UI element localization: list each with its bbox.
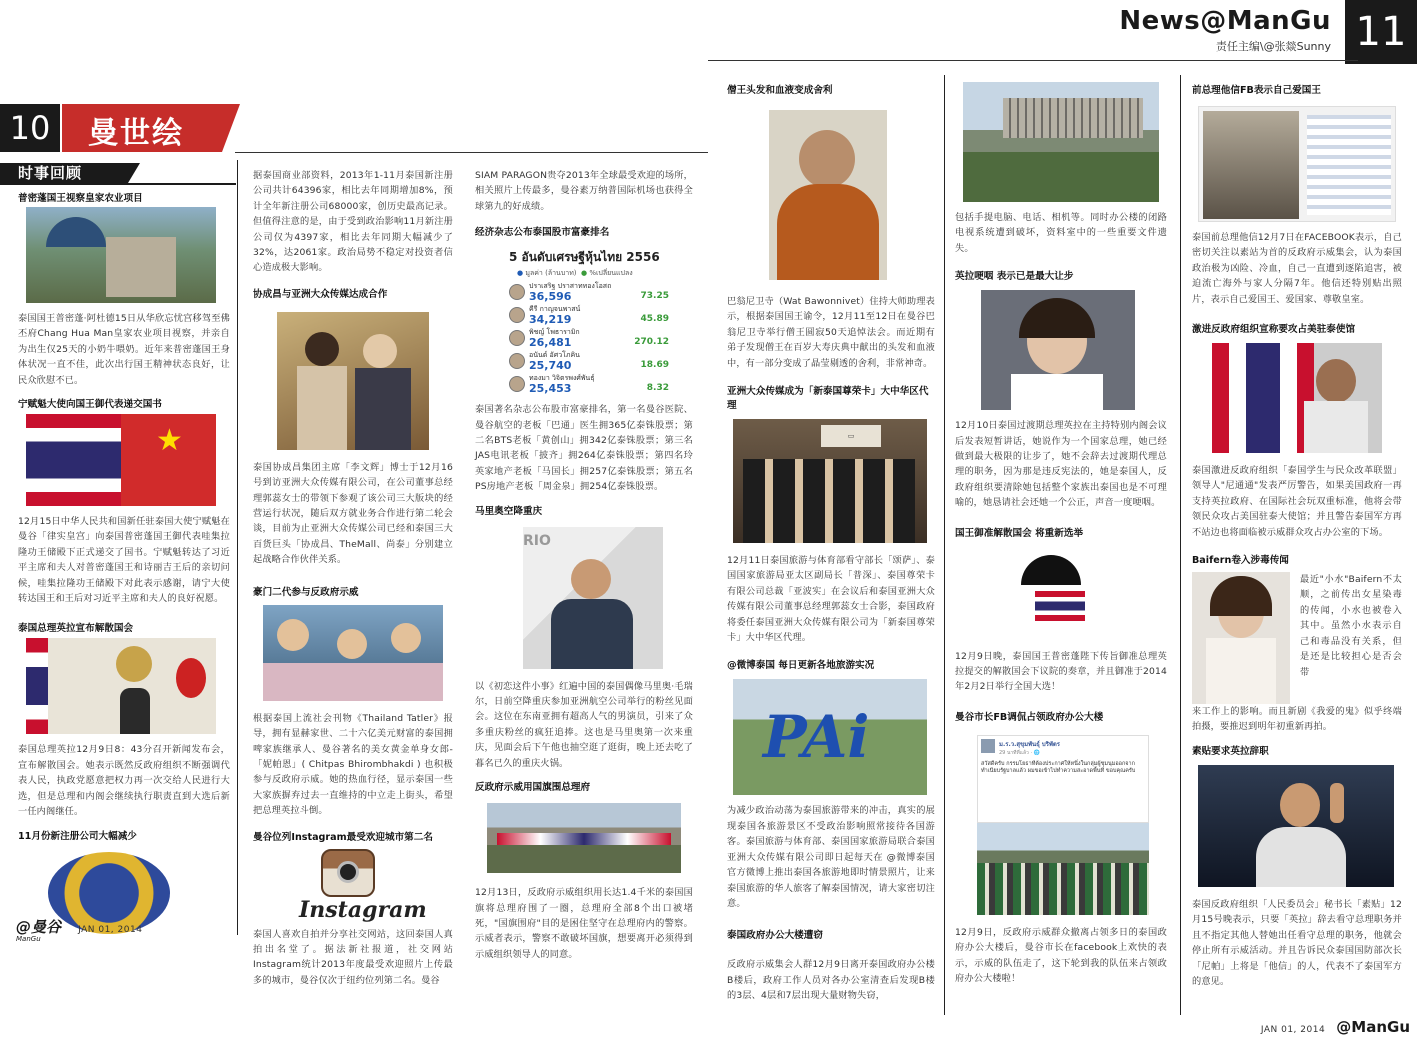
page-number-box (1345, 0, 1417, 64)
stock-rank-name: ทองมา วิจิตรพงศ์พันธุ์ (529, 373, 595, 382)
column-divider (1180, 75, 1181, 1015)
stock-rank-row (509, 282, 669, 302)
article-text: 巴翁尼卫寺（Wat Bawonnivet）住持大师助理表示，根据泰国国王谕令，12月11至12日在曼谷巴翁尼卫寺举行僧王圆寂50天追悼法会。而近期有弟子发现僧王在百岁大寿庆典中献出的头发和血液中，有一部分变成了晶莹剔透的舍利，非常神奇。 (727, 296, 935, 369)
stock-rank-change: 270.12 (634, 337, 669, 348)
footer-date-left: JAN 01, 2014 (78, 925, 143, 935)
article-title: 英拉哽咽 表示已是最大让步 (955, 271, 1074, 283)
article-text: 12月9日，反政府示威群众撤离占领多日的泰国政府办公大楼后，曼谷市长在facebook上欢快的表示，示威的队伍走了，这下轮到我的队伍来占领政府办公大楼啦！ (955, 926, 1167, 985)
column-4 (727, 82, 935, 1004)
fb-post-text: สวัสดีครับ กรรมโยธาทีต้องประกาศให้หนึ่งในกลุ่มผู้ชุมนุมออกจากทำเนียบรัฐบาลแล้ว ผมขอเข้าไปทำความสะอาดพื้นที่ ขอบคุณครับ (981, 760, 1136, 774)
fb-post-time: 29 นาทีที่แล้ว · 🌐 (999, 749, 1040, 756)
article-title: 曼谷市长FB调侃占领政府办公大楼 (955, 711, 1104, 723)
thaksin-fb-photo (1198, 106, 1396, 222)
article-title: 反政府示威用国旗围总理府 (475, 782, 591, 794)
stock-rank-change: 8.32 (646, 383, 669, 394)
stock-ranking-chart (509, 248, 669, 394)
article-text: 泰国总理英拉12月9日8：43分召开新闻发布会，宣布解散国会。她表示既然反政府组织不断强调代表人民，执政党愿意把权力再一次交给人民进行大选，但是总理和内阁会继续执行职责直到大选后新一任内阁继任。 (18, 744, 230, 818)
subsection-rule (0, 183, 236, 185)
editor-credit: 责任主编\@张燚Sunny (1215, 40, 1331, 53)
article-title: 11月份新注册公司大幅减少 (18, 830, 137, 842)
stock-rank-value: 26,481 (529, 335, 572, 349)
partnership-photo (277, 312, 429, 450)
article-text: 12月13日，反政府示威组织用长达1.4千米的泰国国旗将总理府围了一圈，总理府全部8个出口被堵死，"国旗围府"目的是困住坚守在总理府内的警察。示威者表示，警察不敢破坏国旗，想要离开必须得到示威组织领导人的同意。 (475, 887, 693, 960)
chart-rows (509, 282, 669, 394)
vote-illustration (995, 547, 1125, 639)
stock-rank-row (509, 351, 669, 371)
pai-sign-photo: PAi (733, 679, 927, 795)
legend-value: มูลค่า (ล้านบาท) (525, 269, 577, 278)
stock-rank-change: 45.89 (640, 314, 669, 325)
column-3 (475, 168, 693, 962)
king-farm-photo (26, 207, 216, 303)
page-number-11: 11 (1355, 9, 1407, 55)
facebook-post-card (977, 735, 1149, 823)
avatar (509, 376, 525, 392)
subsection-title: 时事回顾 (18, 164, 83, 182)
activist-photo (1212, 343, 1382, 453)
article-title: 豪门二代参与反政府示威 (253, 586, 359, 598)
government-building-photo (963, 82, 1159, 202)
footer-left (16, 916, 236, 943)
article-text: SIAM PARAGON贵夺2013年全球最受欢迎的场所，相关照片上传最多，曼谷素万纳普国际机场也获得全球第九的好成绩。 (475, 170, 693, 212)
article-text: 12月11日泰国旅游与体育部看守部长「颂萨」、泰国国家旅游局亚太区副局长「普深」、泰国尊荣卡有限公司总裁「亚波实」在会议后和泰国亚洲大众传媒有限公司董事总经理郭蕊女士合影，泰国政府将委任泰国亚洲大众传媒有限公司为「新泰国尊荣卡」大中华区代理。 (727, 555, 935, 644)
footer-right (1250, 1017, 1410, 1037)
article-text: 泰国反政府组织「人民委员会」秘书长「素贴」12月15号晚表示，只要「英拉」辞去看守总理职务并且不指定其他人替她出任看守总理的职务，他就会停止所有示威活动。并且告诉民众泰国国防部次长「尼帕」上将是「他信」的人，代表不了泰国军方的意见。 (1192, 898, 1402, 987)
article-text: 泰国协成昌集团主席「李文辉」博士于12月16号到访亚洲大众传媒有限公司，在公司董事总经理郭蕊女士的带领下参观了该公司三大版块的经营运行状况，随后双方就业务合作进行第二轮会谈，目前为止亚洲大众传媒公司已经和泰国三大百货巨头「协成昌、TheMall、尚泰」分别建立起战略合作伙伴关系。 (253, 461, 453, 566)
chart-heading: 5 อันดับเศรษฐีหุ้นไทย 2556 (509, 250, 660, 265)
monk-photo (769, 110, 887, 280)
stock-rank-change: 18.69 (640, 360, 669, 371)
column-divider (944, 75, 945, 1015)
article-text: 为减少政治动荡为泰国旅游带来的冲击，真实的展现泰国各旅游景区不受政治影响照常接待各国游客。泰国旅游与体育部、泰国国家旅游局联合泰国亚洲大众传媒有限公司即日起每天在 @微博泰国 官方微博上推出泰国各旅游地即时情景照片，让来泰国旅游的华人旅客了解泰国情况，请大家密切注意。 (727, 805, 935, 909)
article-text: 12月15日中华人民共和国新任驻泰国大使宁赋魁在曼谷「律实皇宫」向泰国普密蓬国王御代表哇集拉隆功王储殿下正式递交了国书。宁赋魁转达了习近平主席和夫人对普密蓬国王和诗丽吉王后的亲切问候，哇集拉隆功王储殿下对此表示感谢，请宁大使转达国王和王后对习近平主席和夫人的良好祝愿。 (18, 516, 230, 605)
stock-rank-value: 25,740 (529, 358, 572, 372)
article-text: 12月10日泰国过渡期总理英拉在主持特别内阁会议后发表短暂讲话，她说作为一个国家总理，她已经做到最大极限的让步了，她不会辞去过渡期代理总理的职务，因为那是违反宪法的，她是泰国人，反政府组织要清除她包括整个家族出泰国也是不可理喻的，她恳请社会还她一个公正，声音一度哽咽。 (955, 420, 1167, 509)
footer-brand: @ManGu (1336, 1018, 1410, 1036)
header-rule-left (235, 152, 708, 153)
column-1 (18, 190, 230, 934)
avatar (509, 330, 525, 346)
header-rule (708, 60, 1358, 61)
instagram-wordmark: Instagram (299, 896, 427, 923)
fb-author-name: ม.ร.ว.สุขุมพันธุ์ บริพัตร (999, 740, 1061, 748)
flags-photo: ★ (26, 414, 216, 506)
page-number-10: 10 (9, 109, 51, 147)
article-text: 12月9日晚，泰国国王普密蓬陛下传旨御准总理英拉提交的解散国会下议院的奏章，并且御准于2014年2月2日举行全国大选！ (955, 650, 1167, 693)
avatar (981, 739, 995, 753)
avatar (509, 353, 525, 369)
article-text: 泰国人喜欢自拍并分享社交网站，这回泰国人真拍出名堂了。据法新社报道，社交网站Instagram统计2013年度最受欢迎照片上传最多的城市，曼谷仅次于纽约位列第二名。曼谷 (253, 928, 453, 986)
article-title: 素贴要求英拉辞职 (1192, 745, 1269, 757)
footer-logo-sub: ManGu (16, 935, 41, 943)
column-divider (237, 160, 238, 935)
article-title: @微博泰国 每日更新各地旅游实况 (727, 660, 875, 672)
flag-protest-photo (487, 803, 681, 873)
footer-date-right: JAN 01, 2014 (1260, 1025, 1326, 1035)
elite-card-photo: ▭ (733, 419, 927, 543)
article-text: 以《初恋这件小事》红遍中国的泰国偶像马里奥·毛瑞尔，日前空降重庆参加亚洲航空公司举行的粉丝见面会。这位在东南亚拥有超高人气的男演员，引来了众多重庆粉丝的疯狂追捧。这也是马里奥第一次来重庆，见面会后下午他也抽空逛了逛街，晚上还去吃了暮名已久的重庆火锅。 (475, 680, 693, 769)
article-text: 包括手提电脑、电话、相机等。同时办公楼的闭路电视系统遭到破坏，资料室中的一些重要文件遗失。 (955, 212, 1167, 254)
article-text: 泰国前总理他信12月7日在FACEBOOK表示，自己密切关注以素站为首的反政府示威集会，认为泰国政治极为凶险、冷血，自己一直遭到逐陷追害，被迫流亡海外与家人分隔7年。他信还特别贴出照片，表示自己爱国王、爱国家、尊敬皇室。 (1192, 232, 1402, 305)
stock-rank-change: 73.25 (640, 291, 669, 302)
section-title: 曼世绘 (88, 116, 184, 151)
baifern-photo (1192, 572, 1290, 704)
yingluck-photo (981, 290, 1135, 410)
subsection-tag (0, 163, 236, 183)
article-title: 曼谷位列Instagram最受欢迎城市第二名 (253, 831, 433, 843)
article-title: Baifern卷入涉毒传闻 (1192, 555, 1289, 567)
page-number-box-left (0, 104, 60, 152)
chart-legend: ● มูลค่า (ล้านบาท) ● %เปลี่ยนแปลง (517, 269, 633, 278)
article-title: 泰国总理英拉宣布解散国会 (18, 623, 134, 635)
article-title: 协成昌与亚洲大众传媒达成合作 (253, 288, 388, 300)
instagram-logo (313, 849, 383, 919)
avatar (509, 284, 525, 300)
article-title: 前总理他信FB表示自己爱国王 (1192, 85, 1321, 96)
article-title: 普密蓬国王视察皇家农业项目 (18, 193, 143, 204)
suthep-photo (1198, 765, 1394, 887)
stock-rank-name: ปราเสริฐ ปราสาททองโอสถ (529, 281, 612, 290)
article-text-tail: 来工作上的影响。而且新剧《我爱的鬼》似乎终端拍摄，要推迟到明年初重新再拍。 (1192, 706, 1402, 733)
article-title: 泰国政府办公大楼遭窃 (727, 930, 823, 942)
article-text: 泰国激进反政府组织「泰国学生与民众改革联盟」领导人"尼通通"发表严厉警告，如果美国政府一再支持英拉政府、在国际社会玩双重标准，他将会带领民众攻占美国驻泰大使馆；并且警告泰国军方再不站边也将面临被示威群众攻占办公室的下场。 (1192, 465, 1402, 538)
stock-rank-value: 34,219 (529, 312, 572, 326)
stock-rank-name: คีรี กาญจนพาสน์ (529, 304, 581, 313)
article-title: 亚洲大众传媒成为「新泰国尊荣卡」大中华区代理 (727, 386, 929, 412)
stock-rank-name: พิชญ์ โพธารามิก (529, 327, 580, 336)
stock-rank-row (509, 305, 669, 325)
legend-change: %เปลี่ยนแปลง (589, 269, 633, 278)
article-text: 据泰国商业部资料，2013年1-11月泰国新注册公司共计64396家，相比去年同期增加8%，预计全年新注册公司68000家，创历史最高记录。但值得注意的是，由于受到政治影响11月新注册公司仅为4397家，相比去年同期大幅减少了32%，达2061家。政治局势不稳定对投资者信心造成极大影响。 (253, 170, 453, 274)
article-title: 僧王头发和血液变成舍利 (727, 85, 833, 96)
stock-rank-name: อนันต์ อัศวโภคิน (529, 350, 580, 359)
article-title: 马里奥空降重庆 (475, 505, 543, 517)
stock-rank-row (509, 374, 669, 394)
article-text-wrap: 最近"小水"Baifern不太顺，之前传出女星染毒的传闻，小水也被卷入其中。虽然小水表示自己和毒品没有关系，但是还是比较担心是否会带 (1300, 574, 1402, 678)
article-text: 反政府示威集会人群12月9日离开泰国政府办公楼B楼后，政府工作人员对各办公室清查后发现B楼的3层、4层和7层出现大量财物失窃， (727, 959, 935, 1002)
left-page-header (0, 100, 710, 160)
article-title: 国王御准解散国会 将重新选举 (955, 527, 1084, 539)
article-text: 泰国著名杂志公布股市富豪排名，第一名曼谷医院、曼谷航空的老板「巴通」医生拥365亿泰铢股票；第二名BTS老板「黄创山」拥342亿泰铢股票；第三名JAS电讯老板「披齐」拥264亿泰铢股票；第四名玲英家地产老板「马国长」拥257亿泰铢股票；第五名PS房地产老板「周金泉」拥254亿泰铢股票。 (475, 404, 693, 493)
article-title: 宁赋魁大使向国王御代表递交国书 (18, 399, 162, 411)
yingluck-press-photo (26, 638, 216, 734)
column-2 (253, 168, 453, 988)
avatar (509, 307, 525, 323)
article-text: 根据泰国上流社会刊物《Thailand Tatler》报导，拥有显赫家世、二十六亿美元财富的泰国拥啤家族继承人、曼谷著名的美女黄金单身女郎-「妮帕恩」( Chitpas Bhirombhakdi ) 也积极参与反政府示威。她的热血行径，显示泰国一些大家族摒弃过去一直维持的中立走上街头，希望把总理英拉斗倒。 (253, 712, 453, 817)
stock-rank-value: 36,596 (529, 289, 572, 303)
brand-title: News@ManGu (1119, 6, 1331, 36)
protest-heiress-photo (263, 605, 443, 701)
mario-photo: RIO (523, 527, 663, 669)
column-6 (1192, 82, 1402, 989)
stock-rank-row (509, 328, 669, 348)
stock-rank-value: 25,453 (529, 381, 572, 395)
footer-logo: @曼谷 (16, 918, 62, 936)
article-title: 经济杂志公布泰国股市富豪排名 (475, 227, 610, 239)
right-page-header (708, 0, 1417, 68)
instagram-camera-icon (321, 849, 375, 897)
column-5 (955, 82, 1167, 987)
article-text: 泰国国王普密蓬·阿杜德15日从华欣忘忧宫移驾至佛丕府Chang Hua Man皇家农业项目视察，并亲自为出生仅25天的小奶牛喂奶。近年来普密蓬国王身体状况一直不佳，此次出行国王精神状态良好，让民众欣慰不已。 (18, 313, 230, 386)
article-title: 激进反政府组织宣称要攻占美驻泰使馆 (1192, 324, 1356, 336)
cleanup-crowd-photo (977, 823, 1149, 915)
